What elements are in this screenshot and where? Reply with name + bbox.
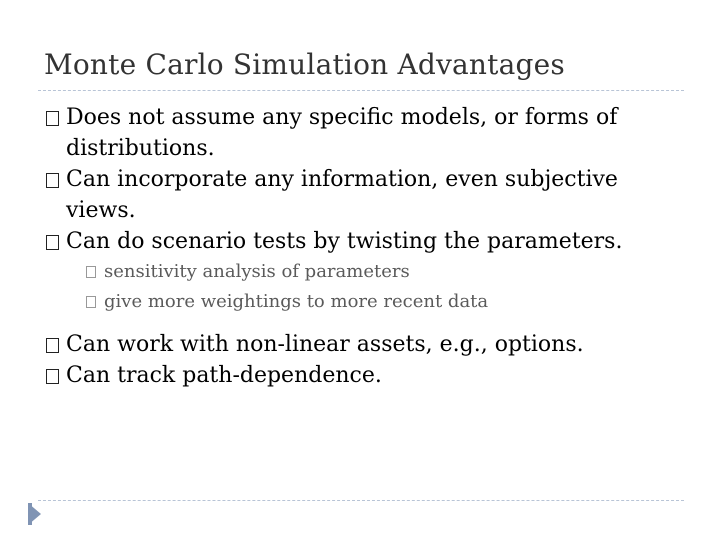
bullet-item (44, 102, 694, 164)
slide-title: Monte Carlo Simulation Advantages (44, 48, 565, 81)
bullet-item (44, 226, 694, 257)
square-bullet-icon (86, 296, 96, 308)
square-bullet-icon (86, 266, 96, 278)
bullet-item (44, 164, 694, 226)
bullet-text: Can do scenario tests by twisting the parameters. (66, 229, 623, 254)
bullet-text: Can track path-dependence. (66, 363, 382, 388)
bullet-text: Can incorporate any information, even subjective views. (66, 167, 618, 223)
bullet-list (44, 102, 694, 391)
title-divider (38, 90, 684, 91)
sub-bullet-text: sensitivity analysis of parameters (104, 261, 410, 282)
sub-bullet-item (44, 287, 694, 317)
footer-divider (38, 500, 684, 501)
bullet-item (44, 329, 694, 360)
sub-bullet-text: give more weightings to more recent data (104, 291, 489, 312)
bullet-text: Does not assume any specific models, or forms of distributions. (66, 105, 618, 161)
bullet-text: Can work with non-linear assets, e.g., options. (66, 332, 584, 357)
square-bullet-icon (46, 111, 59, 126)
square-bullet-icon (46, 338, 59, 353)
bullet-item (44, 360, 694, 391)
square-bullet-icon (46, 173, 59, 188)
square-bullet-icon (46, 369, 59, 384)
next-slide-arrow-icon[interactable] (28, 503, 41, 525)
square-bullet-icon (46, 235, 59, 250)
sub-bullet-item (44, 257, 694, 287)
